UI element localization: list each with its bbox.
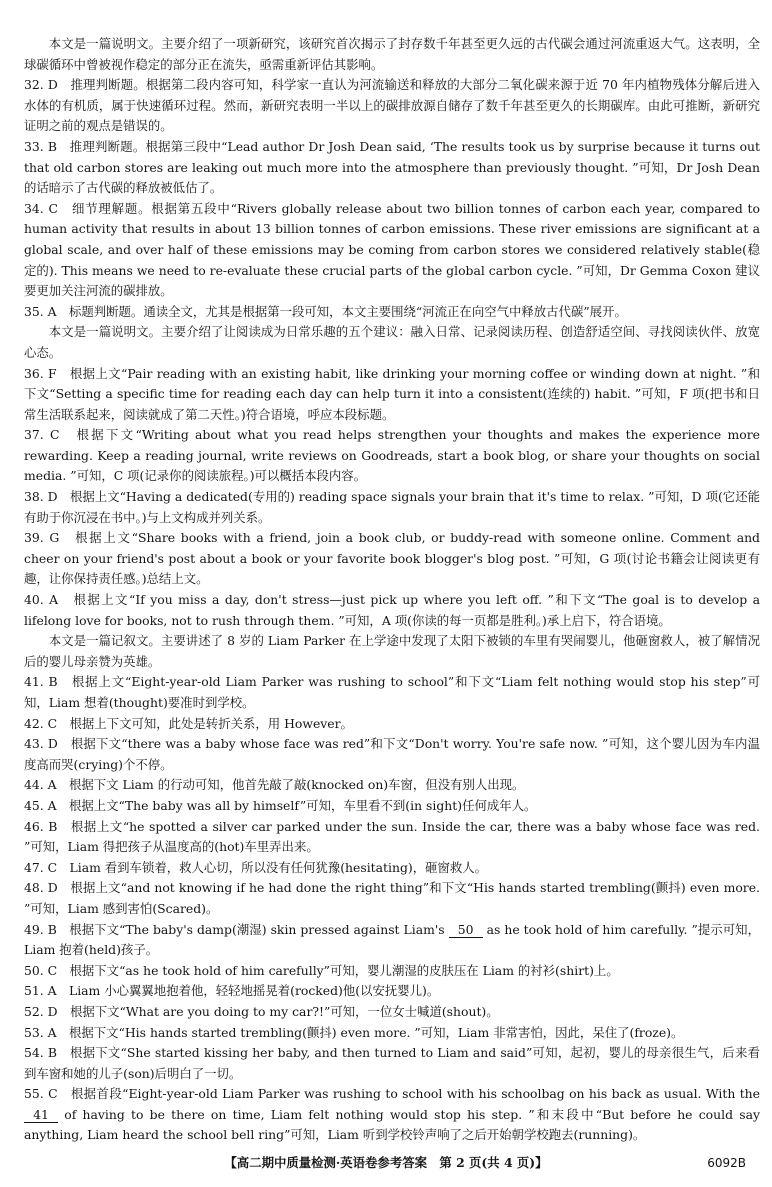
answer-item-46: 46. B 根据上文“he spotted a silver car parked under the sun. Inside the car, there was a baby whose face was red. ”可知，Liam 得把孩子从温度高的(hot)车里弄出来。: [24, 818, 760, 855]
answer-item-35: 35. A 标题判断题。通读全文，尤其是根据第一段可知，本文主要围绕“河流正在向空气中释放古代碳”展开。: [24, 303, 627, 319]
answer-item-39: 39. G 根据上文“Share books with a friend, join a book club, or buddy-read with someone online. Comment and cheer on your friend's post about a book or your favorite book blogger's blog post. ”可知，G 项(讨论书籍会让阅读更有趣，让你保持责任感。)总结上文。: [24, 530, 760, 587]
answer-key-page: [24, 34, 760, 1146]
answer-item-54: 54. B 根据下文“She started kissing her baby, and then turned to Liam and said”可知，起初，婴儿的母亲很生气，后来看到车窗和她的儿子(son)后明白了一切。: [24, 1045, 760, 1081]
answer-item-41: 41. B 根据上文“Eight-year-old Liam Parker was rushing to school”和下文“Liam felt nothing would stop his step”可知，Liam 想着(thought)要准时到学校。: [24, 674, 760, 710]
answer-item-43: 43. D 根据下文“there was a baby whose face was red”和下文“Don't worry. You're safe now. ”可知，这个婴儿因为车内温度高而哭(crying)个不停。: [24, 736, 760, 772]
answer-item-51: 51. A Liam 小心翼翼地抱着他，轻轻地摇晃着(rocked)他(以安抚婴儿)。: [24, 983, 440, 999]
answer-item-50: 50. C 根据下文“as he took hold of him carefully”可知，婴儿潮湿的皮肤压在 Liam 的衬衫(shirt)上。: [24, 962, 619, 978]
footer-title: 【高二期中质量检测·英语卷参考答案 第 2 页(共 4 页)】: [224, 1155, 548, 1170]
answer-item-42: 42. C 根据上下文可知，此处是转折关系，用 However。: [24, 715, 353, 731]
passage-c-summary: 本文是一篇说明文。主要介绍了一项新研究，该研究首次揭示了封存数千年甚至更久远的古代碳会通过河流重返大气。这表明，全球碳循环中曾被视作稳定的部分正在流失，亟需重新评估其影响。: [24, 36, 760, 72]
answer-item-34: 34. C 细节理解题。根据第五段中“Rivers globally release about two billion tonnes of carbon each year, compared to human activity that results in about 13 billion tonnes of carbon emissions. These river emissions are significant at a global scale, and over half of these emissions may be coming from carbon stores we considered relatively stable(稳定的). This means we need to re-evaluate these crucial parts of the global carbon cycle. ”可知，Dr Gemma Coxon 建议要更加关注河流的碳排放。: [24, 200, 760, 299]
cloze-summary: 本文是一篇记叙文。主要讲述了 8 岁的 Liam Parker 在上学途中发现了太阳下被锁的车里有哭闹婴儿，他砸窗救人，被了解情况后的婴儿母亲赞为英雄。: [24, 633, 760, 669]
answer-item-37: 37. C 根据下文“Writing about what you read helps strengthen your thoughts and makes the experience more rewarding. Keep a reading journal, write reviews on Goodreads, start a book blog, or share your thoughts on social media. ”可知，C 项(记录你的阅读旅程。)可以概括本段内容。: [24, 427, 760, 484]
answer-49-blank: 50: [449, 923, 483, 938]
answer-55-after: of having to be there on time, Liam felt nothing would stop his step. ”和末段中“But before he could say anything, Liam heard the school bell ring”可知，Liam 听到学校铃声响了之后开始朝学校跑去(running)。: [24, 1106, 760, 1143]
answer-item-55: [24, 1084, 760, 1146]
answer-item-53: 53. A 根据下文“His hands started trembling(颤抖) even more. ”可知，Liam 非常害怕，因此，呆住了(froze)。: [24, 1024, 684, 1040]
footer-code: 6092B: [707, 1156, 746, 1170]
answer-item-33: 33. B 推理判断题。根据第三段中“Lead author Dr Josh Dean said, ‘The results took us by surprise because it turns out that old carbon stores are leaking out much more into the atmosphere than previously thought. ”可知，Dr Josh Dean 的话暗示了古代碳的释放被低估了。: [24, 138, 760, 196]
answer-item-47: 47. C Liam 看到车锁着，救人心切，所以没有任何犹豫(hesitating)，砸窗救人。: [24, 859, 488, 875]
answer-item-38: 38. D 根据上文“Having a dedicated(专用的) reading space signals your brain that it's time to relax. ”可知，D 项(它还能有助于你沉浸在书中。)与上文构成并列关系。: [24, 489, 760, 525]
answer-item-44: 44. A 根据下文 Liam 的行动可知，他首先敲了敲(knocked on)车窗，但没有别人出现。: [24, 777, 525, 793]
passage-d-summary: 本文是一篇说明文。主要介绍了让阅读成为日常乐趣的五个建议：融入日常、记录阅读历程、创造舒适空间、寻找阅读伙伴、放宽心态。: [24, 324, 760, 360]
answer-item-48: 48. D 根据上文“and not knowing if he had done the right thing”和下文“His hands started trembling(颤抖) even more. ”可知，Liam 感到害怕(Scared)。: [24, 880, 760, 916]
answer-55-before: 55. C 根据首段“Eight-year-old Liam Parker was rushing to school with his schoolbag on his back as usual. With the: [24, 1086, 760, 1102]
answer-item-52: 52. D 根据下文“What are you doing to my car?!”可知，一位女士喊道(shout)。: [24, 1003, 499, 1019]
answer-49-after: as he took hold of him carefully. ”提示可知，Liam 抱着(held)孩子。: [24, 921, 760, 958]
answer-item-32: 32. D 推理判断题。根据第二段内容可知，科学家一直认为河流输送和释放的大部分二氧化碳来源于近 70 年内植物残体分解后进入水体的有机质，属于快速循环过程。然而，新研究表明一半以上的碳排放源自储存了数千年甚至更久的长期碳库。由此可推断，新研究证明之前的观点是错误的。: [24, 77, 760, 134]
answer-item-36: 36. F 根据上文“Pair reading with an existing habit, like drinking your morning coffee or winding down at night. ”和下文“Setting a specific time for reading each day can help turn it into a consistent(连续的) habit. ”可知，F 项(把书和日常生活联系起来，阅读就成了第二天性。)符合语境，呼应本段标题。: [24, 365, 760, 422]
answer-item-45: 45. A 根据上文“The baby was all by himself”可知，车里看不到(in sight)任何成年人。: [24, 797, 537, 813]
answer-55-blank: 41: [24, 1108, 58, 1123]
answer-49-before: 49. B 根据下文“The baby's damp(潮湿) skin pressed against Liam's: [24, 921, 449, 937]
answer-item-49: [24, 920, 760, 961]
answer-item-40: 40. A 根据上文“If you miss a day, don't stress—just pick up where you left off. ”和下文“The goal is to develop a lifelong love for books, not to rush through them. ”可知，A 项(你读的每一页都是胜利。)承上启下，符合语境。: [24, 592, 760, 628]
